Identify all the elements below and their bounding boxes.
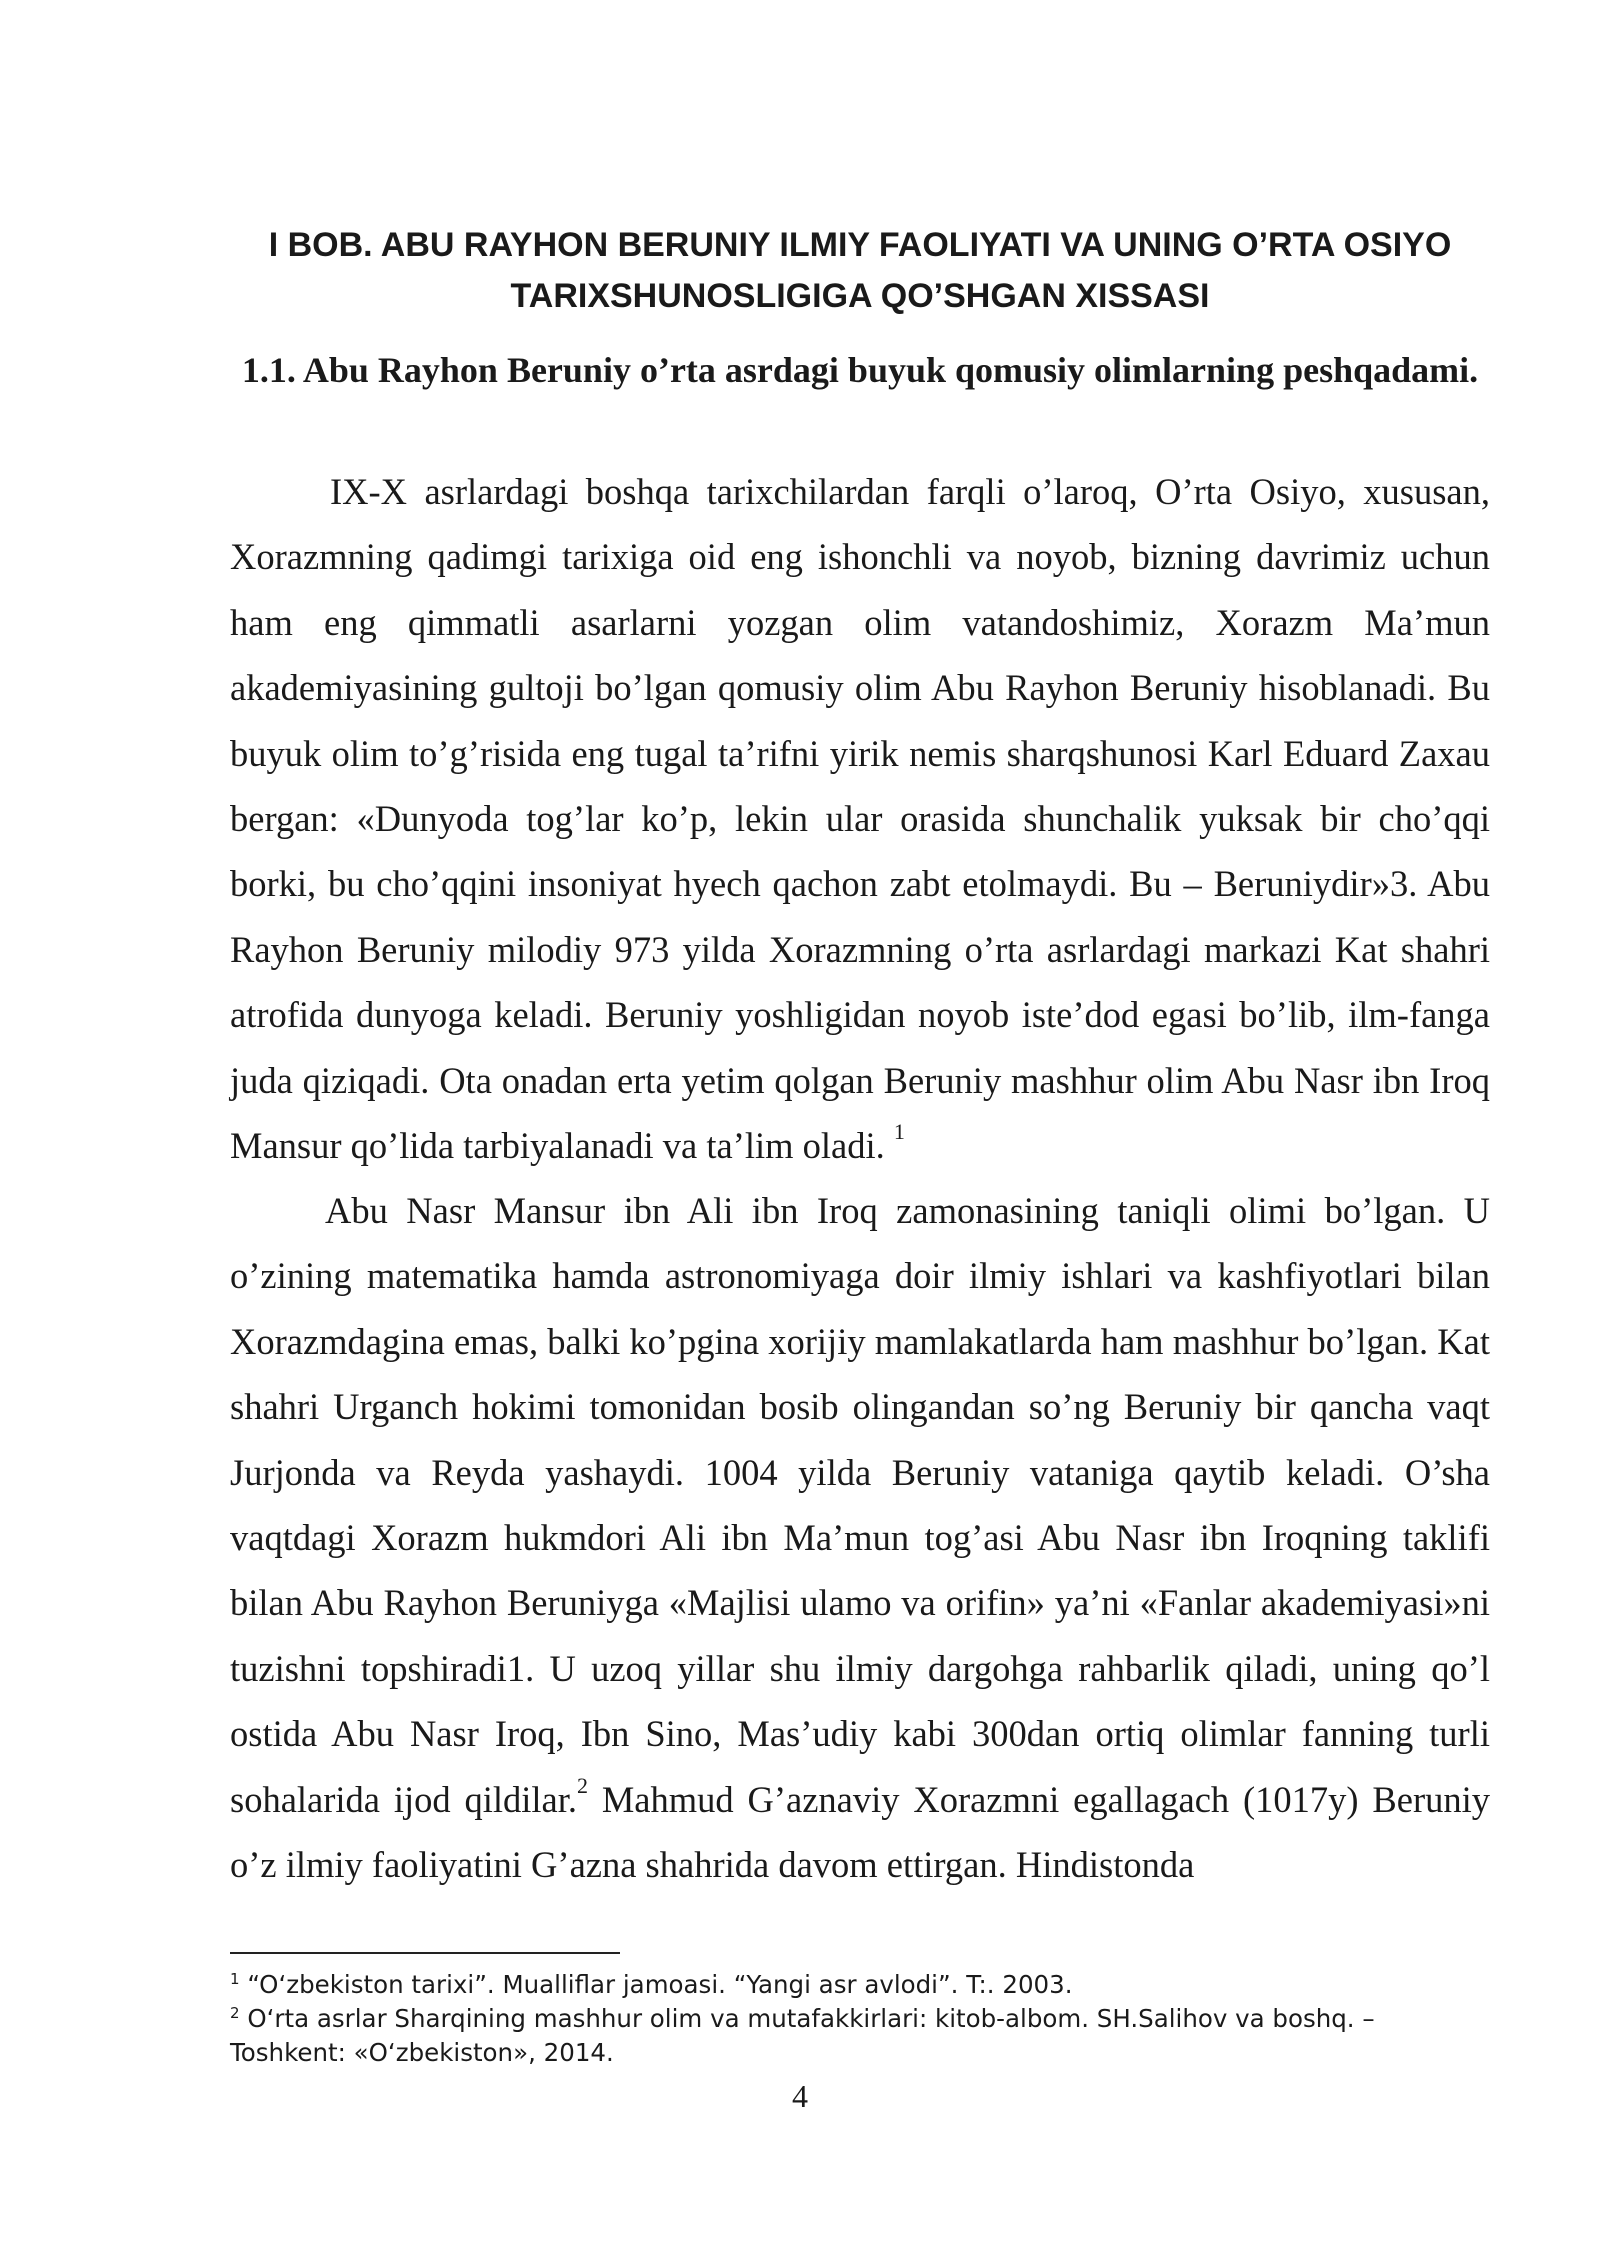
- paragraph-2: [230, 1178, 1490, 1897]
- chapter-heading: I BOB. ABU RAYHON BERUNIY ILMIY FAOLIYATI VA UNING O’RTA OSIYO TARIXSHUNOSLIGIGA QO’SHGAN XISSASI: [268, 226, 1452, 315]
- paragraph-1: [230, 459, 1490, 1178]
- page-number: 4: [792, 2078, 808, 2114]
- footnotes: [230, 1968, 1490, 2070]
- footnote-1-text: “O‘zbekiston tarixi”. Mualliflar jamoasi. “Yangi asr avlodi”. T:. 2003.: [247, 1970, 1073, 1999]
- footnote-separator: [230, 1952, 620, 1954]
- footnote-ref-1[interactable]: 1: [893, 1118, 905, 1144]
- paragraph-2-text: Abu Nasr Mansur ibn Ali ibn Iroq zamonasining taniqli olimi bo’lgan. U o’zining matematika hamda astronomiyaga doir ilmiy ishlari va kashfiyotlari bilan Xorazmdagina emas, balki ko’pgina xorijiy mamlakatlarda ham mashhur bo’lgan. Kat shahri Urganch hokimi tomonidan bosib olingandan so’ng Beruniy bir qancha vaqt Jurjonda va Reyda yashaydi. 1004 yilda Beruniy vataniga qaytib keladi. O’sha vaqtdagi Xorazm hukmdori Ali ibn Ma’mun tog’asi Abu Nasr ibn Iroqning taklifi bilan Abu Rayhon Beruniyga «Majlisi ulamo va orifin» ya’ni «Fanlar akademiyasi»ni tuzishni topshiradi1. U uzoq yillar shu ilmiy dargohga rahbarlik qiladi, uning qo’l ostida Abu Nasr Iroq, Ibn Sino, Mas’udiy kabi 300dan ortiq olimlar fanning turli sohalarida ijod qildilar.: [230, 1190, 1490, 1820]
- footnote-ref-2[interactable]: 2: [577, 1772, 588, 1798]
- paragraph-2-text-continued: Mahmud G’aznaviy Xorazmni egallagach (1017y) Beruniy o’z ilmiy faoliyatini G’azna shahrida davom ettirgan. Hindistonda: [230, 1778, 1490, 1886]
- footnote-2: [230, 2002, 1490, 2070]
- footnote-1-mark: 1: [230, 1969, 240, 1988]
- section-title: 1.1. Abu Rayhon Beruniy o’rta asrdagi buyuk qomusiy olimlarning peshqadami.: [241, 350, 1479, 390]
- footnote-2-mark: 2: [230, 2003, 240, 2022]
- footnote-1: [230, 1968, 1490, 2002]
- footnote-2-text: O‘rta asrlar Sharqining mashhur olim va mutafakkirlari: kitob-albom. SH.Salihov va boshq. – Toshkent: «O‘zbekiston», 2014.: [230, 2004, 1375, 2067]
- paragraph-1-text: IX-X asrlardagi boshqa tarixchilardan farqli o’laroq, O’rta Osiyo, xususan, Xorazmning qadimgi tarixiga oid eng ishonchli va noyob, bizning davrimiz uchun ham eng qimmatli asarlarni yozgan olim vatandoshimiz, Xorazm Ma’mun akademiyasining gultoji bo’lgan qomusiy olim Abu Rayhon Beruniy hisoblanadi. Bu buyuk olim to’g’risida eng tugal ta’rifni yirik nemis sharqshunosi Karl Eduard Zaxau bergan: «Dunyoda tog’lar ko’p, lekin ular orasida shunchalik yuksak bir cho’qqi borki, bu cho’qqini insoniyat hyech qachon zabt etolmaydi. Bu – Beruniydir»3. Abu Rayhon Beruniy milodiy 973 yilda Xorazmning o’rta asrlardagi markazi Kat shahri atrofida dunyoga keladi. Beruniy yoshligidan noyob iste’dod egasi bo’lib, ilm-fanga juda qiziqadi. Ota onadan erta yetim qolgan Beruniy mashhur olim Abu Nasr ibn Iroq Mansur qo’lida tarbiyalanadi va ta’lim oladi.: [230, 471, 1490, 1167]
